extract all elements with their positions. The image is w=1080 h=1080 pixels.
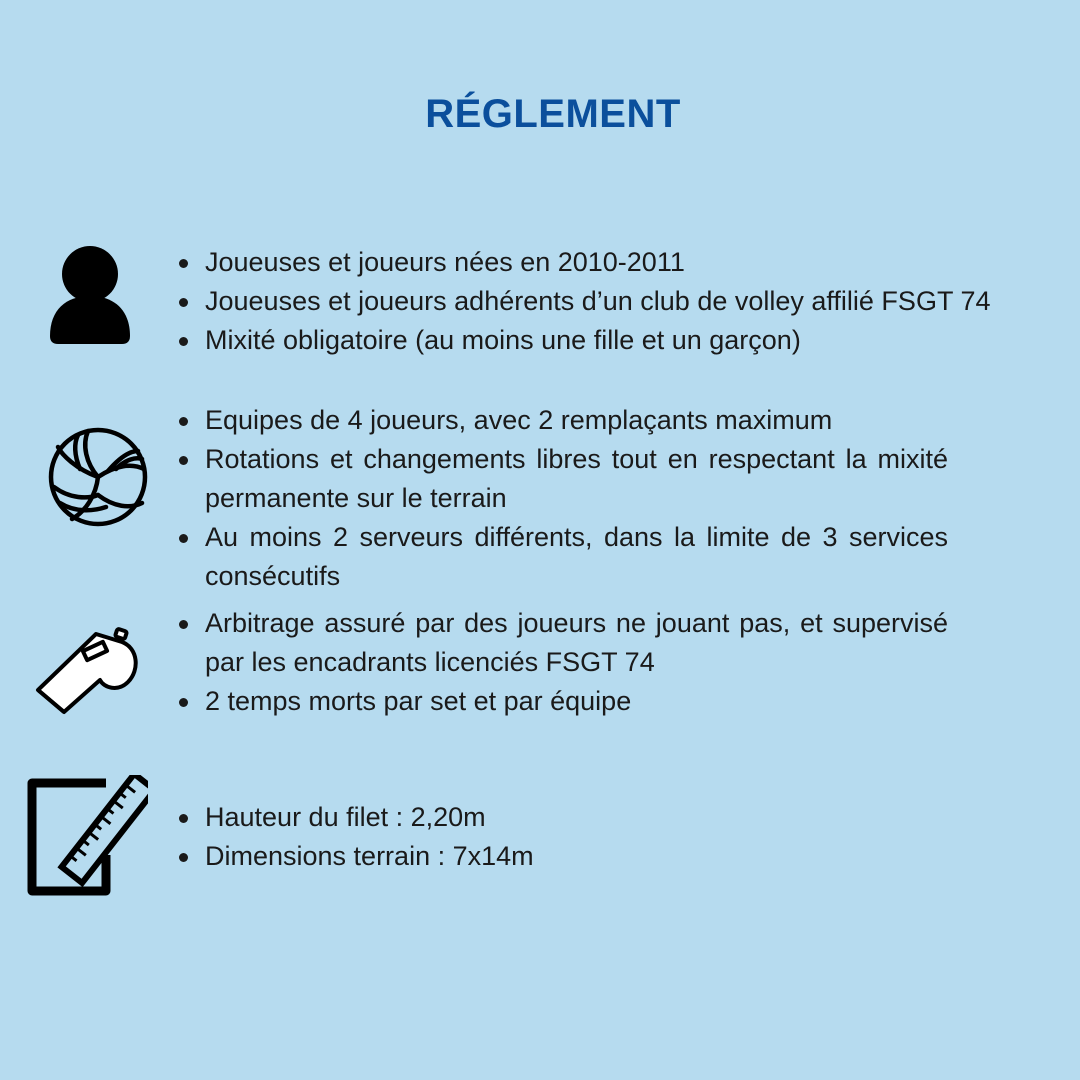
list-item: Rotations et changements libres tout en respectant la mixité permanente sur le terrain — [179, 440, 948, 518]
list-item: Hauteur du filet : 2,20m — [179, 798, 948, 837]
list-item: Arbitrage assuré par des joueurs ne jouant pas, et supervisé par les encadrants licenciés FSGT 74 — [179, 604, 948, 682]
ruler-pad-icon — [24, 775, 148, 901]
volleyball-icon — [46, 425, 150, 529]
list-item: Mixité obligatoire (au moins une fille et un garçon) — [179, 321, 1049, 360]
section-refereeing-list — [179, 604, 948, 721]
list-item: Au moins 2 serveurs différents, dans la limite de 3 services consécutifs — [179, 518, 948, 596]
whistle-icon — [34, 626, 142, 718]
list-item: Equipes de 4 joueurs, avec 2 remplaçants maximum — [179, 401, 948, 440]
list-item: Joueuses et joueurs nées en 2010-2011 — [179, 243, 1049, 282]
section-court-list — [179, 798, 948, 876]
section-eligibility-list — [179, 243, 1049, 360]
section-teams-list — [179, 401, 948, 596]
list-item: Dimensions terrain : 7x14m — [179, 837, 948, 876]
page-title: RÉGLEMENT — [425, 92, 681, 136]
list-item: Joueuses et joueurs adhérents d’un club de volley affilié FSGT 74 — [179, 282, 1049, 321]
list-item: 2 temps morts par set et par équipe — [179, 682, 948, 721]
person-icon — [48, 244, 132, 348]
